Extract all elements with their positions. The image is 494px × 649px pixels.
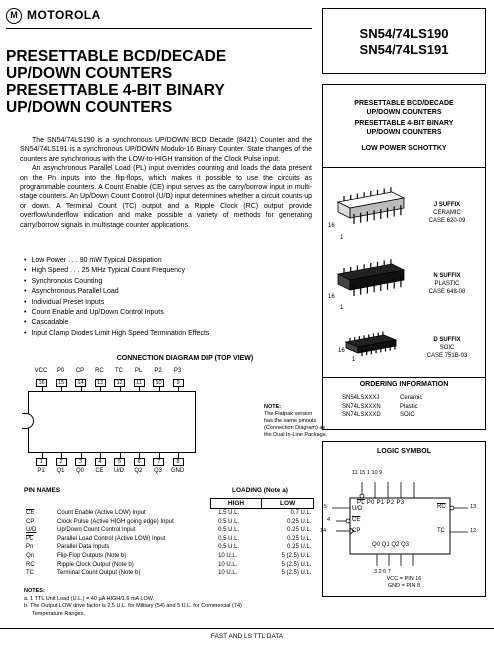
pin-desc-cell: Parallel Data Inputs — [57, 544, 110, 551]
top-pin-number: 11 — [134, 379, 145, 387]
high-load-cell: 0.5 U.L. — [218, 518, 240, 525]
high-load-cell: 0.5 U.L. — [218, 544, 240, 551]
table-row — [24, 561, 314, 570]
pin-name-cell: U/D — [26, 527, 37, 534]
order-part: SN74LSXXXD — [342, 412, 381, 418]
title-line: PRESETTABLE BCD/DECADE — [6, 48, 227, 65]
q-labels: Q0 Q1 Q2 Q3 — [372, 542, 410, 548]
bottom-pin-number: 1 — [36, 458, 47, 466]
logic-family: LOW POWER SCHOTTKY — [361, 145, 447, 152]
pin-name-cell: $\overline{PL}$ — [26, 535, 34, 542]
feature-item: • High Speed . . . 25 MHz Typical Count Frequency — [24, 266, 314, 276]
package-type: CERAMIC — [433, 210, 461, 216]
top-pin-number: 9 — [173, 379, 184, 387]
table-row — [24, 518, 314, 527]
notes-line: NOTES: — [24, 588, 45, 594]
notes-line: b. The Output LOW drive factor is 2.5 U.L. for Military (54) and 5 U.L. for Commercial (74) — [24, 603, 242, 609]
sidebar-desc-line: UP/DOWN COUNTERS — [366, 128, 442, 136]
logic-in-labels — [357, 500, 437, 506]
pin1-label: 1 — [340, 235, 344, 241]
order-package: Plastic — [400, 403, 418, 410]
ordering-list — [342, 394, 462, 420]
sidebar-divider — [322, 167, 486, 168]
inversion-bubble — [346, 519, 350, 523]
pin-table-body — [24, 509, 314, 578]
gnd-note: GND = PIN 8 — [387, 583, 421, 589]
pin14-label: 14 — [320, 528, 327, 534]
pin13-label: 13 — [470, 504, 477, 510]
pin4-label: 4 — [327, 517, 331, 523]
package-suffix: N SUFFIX — [433, 273, 461, 279]
plastic-package-icon — [332, 252, 410, 312]
inversion-bubble — [450, 506, 454, 510]
top-pin-label: RC — [95, 368, 104, 374]
package-case: CASE 620-09 — [428, 218, 466, 224]
feature-item: • Low Power . . . 90 mW Typical Dissipation — [24, 256, 314, 266]
pin-notes — [24, 588, 314, 618]
bottom-pin-number: 3 — [75, 458, 86, 466]
high-load-cell: 10 U.L. — [218, 561, 238, 568]
package-n-label — [412, 272, 482, 296]
feature-item: • Asynchronous Parallel Load — [24, 287, 314, 297]
order-part: SN54LSXXXJ — [342, 395, 380, 401]
title-line: PRESETTABLE 4-BIT BINARY — [6, 82, 225, 99]
low-load-cell: 5 (2.5) U.L. — [281, 561, 312, 568]
package-suffix: J SUFFIX — [433, 202, 461, 208]
part-numbers — [322, 26, 486, 58]
top-pin-number: 16 — [36, 379, 47, 387]
top-pin-label: P3 — [173, 368, 182, 374]
pin-desc-cell: Terminal Count Output (Note b) — [57, 570, 141, 577]
top-pin-number: 14 — [75, 379, 86, 387]
title-line: UP/DOWN COUNTERS — [6, 65, 173, 82]
top-pin-number: 10 — [153, 379, 164, 387]
notes-line: a. 1 TTL Unit Load (U.L.) = 40 µA HIGH/1.6 mA LOW. — [24, 595, 155, 602]
table-row — [24, 543, 314, 552]
package-type: PLASTIC — [434, 281, 460, 287]
pin-desc-cell: Ripple Clock Output (Note b) — [57, 561, 134, 568]
note-line: (Connection Diagram) as — [264, 425, 326, 431]
pin16-label: 16 — [338, 348, 345, 354]
column-header-low: LOW — [262, 499, 314, 509]
pin-desc-cell: Parallel Load Control (Active LOW) Input — [57, 535, 166, 542]
note-line: the Dual In-Line Package. — [264, 432, 328, 438]
part-number: SN54/74LS191 — [359, 42, 449, 57]
high-load-cell: 10 U.L. — [218, 570, 238, 577]
pin-name-cell: Pn — [26, 544, 34, 551]
p2-label: P2 — [386, 500, 395, 506]
description-paragraph: The SN54/74LS190 is a synchronous UP/DOWN BCD Decade (8421) Counter and the SN54/74LS191 is a synchronous UP/DOWN Modulo-16 Binary Counter. State changes of the counters are synchronous with the LOW-to-HIGH transition of the Clock Pulse input. — [20, 137, 312, 163]
ceramic-package-icon — [332, 180, 410, 240]
bottom-pin-number: 4 — [95, 458, 106, 466]
low-load-cell: 0.25 U.L. — [287, 535, 312, 542]
sidebar-desc-line: UP/DOWN COUNTERS — [366, 108, 442, 116]
package-case: CASE 648-08 — [428, 289, 466, 295]
description-text — [20, 136, 312, 230]
top-pin-number: 12 — [114, 379, 125, 387]
bottom-pin-number: 6 — [134, 458, 145, 466]
pin-names-title: PIN NAMES — [24, 487, 61, 494]
pin16-label: 16 — [328, 294, 335, 300]
part-number: SN54/74LS190 — [359, 26, 449, 41]
rc-label: $\overline{RC}$ — [437, 504, 446, 510]
pin-desc-cell: Clock Pulse (Active HIGH going edge) Input — [57, 518, 174, 525]
low-load-cell: 0.7 U.L. — [290, 510, 312, 516]
feature-item: • Input Clamp Diodes Limit High Speed Termination Effects — [24, 329, 314, 339]
table-row — [24, 509, 314, 518]
bottom-pin-number: 5 — [114, 458, 125, 466]
feature-item: • Individual Preset Inputs — [24, 298, 314, 308]
high-load-cell: 1.5 U.L. — [218, 510, 240, 516]
top-pin-label: PL — [134, 368, 143, 374]
note-line: The Flatpak version — [264, 411, 313, 417]
tc-label: TC — [437, 528, 445, 534]
p1-label: P1 — [376, 500, 385, 506]
pin1-label: 1 — [352, 357, 356, 363]
high-load-cell: 0.5 U.L. — [218, 535, 240, 542]
package-suffix: D SUFFIX — [433, 337, 461, 343]
pin5-label: 5 — [324, 504, 328, 510]
bottom-pin-label: CE — [95, 468, 104, 474]
pin-name-cell: $\overline{CE}$ — [26, 509, 35, 516]
pin-desc-cell: Flip-Flop Outputs (Note b) — [57, 552, 127, 559]
ordering-title: ORDERING INFORMATION — [359, 381, 449, 388]
notes-line: Temperature Ranges. — [32, 610, 85, 617]
note-line: has the same pinouts — [264, 418, 317, 424]
bottom-pin-label: Q2 — [134, 468, 143, 474]
sidebar-desc-line: PRESETTABLE 4-BIT BINARY — [354, 120, 454, 127]
footer-rule — [0, 628, 494, 629]
inversion-bubble — [360, 494, 364, 498]
ordering-row — [342, 411, 462, 420]
package-d-label — [412, 336, 482, 360]
ordering-row — [342, 394, 462, 403]
logic-bottom-pins: 3 2 6 7 — [374, 569, 391, 575]
order-package: SOIC — [400, 412, 415, 418]
high-load-cell: 10 U.L. — [218, 552, 238, 559]
low-load-cell: 0.25 U.L. — [287, 527, 312, 534]
header-rule — [6, 28, 312, 29]
feature-list — [24, 256, 314, 339]
pin-name-cell: RC — [26, 561, 35, 568]
bottom-pin-label: Q0 — [75, 468, 84, 474]
package-case: CASE 751B-03 — [426, 353, 468, 359]
bottom-pin-label: Q3 — [153, 468, 162, 474]
package-j-label — [412, 201, 482, 225]
table-header-row — [24, 499, 314, 509]
top-pin-label: VCC — [34, 368, 48, 374]
sidebar-description — [322, 100, 486, 154]
low-load-cell: 0.25 U.L. — [287, 544, 312, 551]
connection-diagram-title: CONNECTION DIAGRAM DIP (TOP VIEW) — [116, 355, 254, 362]
pin-name-cell: TC — [26, 570, 34, 577]
bottom-pin-label: GND — [170, 468, 185, 474]
page-title — [6, 48, 316, 116]
pin12-label: 12 — [470, 528, 477, 534]
dip-chip-body — [28, 391, 196, 453]
high-load-cell: 0.5 U.L. — [218, 527, 240, 534]
feature-item: • Cascadable — [24, 318, 314, 328]
ce-label: $\overline{CE}$ — [352, 517, 361, 523]
p3-label: P3 — [396, 500, 405, 506]
motorola-logo-icon — [6, 8, 22, 24]
sidebar-desc-line: PRESETTABLE BCD/DECADE — [354, 100, 454, 107]
top-pin-label: TC — [115, 368, 123, 374]
cp-label: CP — [352, 528, 361, 534]
pin16-label: 16 — [328, 223, 335, 229]
logo-glyph: M — [10, 10, 18, 20]
logic-symbol-title: LOGIC SYMBOL — [376, 448, 432, 455]
pin-name-cell: Qn — [26, 552, 35, 559]
description-paragraph: An asynchronous Parallel Load (PL) input overrides counting and loads the data present on the Pn inputs into the flip-flops, which makes it possible to use the circuits as programmable counters. A Count Enable (CE) input serves as the carry/borrow input in multi-stage counters. An Up/Down Count Control (U/D) input determines whether a circuit counts up or down. A Terminal Count (TC) output and a Ripple Clock (RC) output provide overflow/underflow indication and make possible a variety of methods for generating carry/borrow signals in multistage counter applications. — [20, 165, 312, 229]
feature-item: • Count Enable and Up/Down Control Inputs — [24, 308, 314, 318]
table-row — [24, 535, 314, 544]
pl-label: $\overline{PL}$ — [357, 500, 365, 506]
top-pin-label: CP — [75, 368, 85, 374]
top-pin-label: P0 — [56, 368, 65, 374]
low-load-cell: 5 (2.5) U.L. — [281, 552, 312, 559]
note-line: NOTE: — [264, 404, 282, 410]
bottom-pin-number: 8 — [173, 458, 184, 466]
bottom-pin-number: 2 — [56, 458, 67, 466]
logic-top-pins: 11 15 1 10 9 — [352, 470, 383, 476]
footer-text: FAST AND LS TTL DATA — [210, 633, 284, 640]
package-type: SOIC — [439, 345, 455, 351]
pin-desc-cell: Up/Down Count Control Input — [57, 527, 136, 534]
table-row — [24, 569, 314, 578]
pin-desc-cell: Count Enable (Active LOW) Input — [57, 509, 146, 516]
top-pin-number: 13 — [95, 379, 106, 387]
ordering-row — [342, 403, 462, 412]
soic-package-icon — [340, 326, 402, 366]
pin-name-cell: CP — [26, 518, 35, 525]
pin1-label: 1 — [340, 305, 344, 311]
p0-label: P0 — [366, 500, 375, 506]
ud-label: U/D — [352, 506, 363, 512]
feature-item: • Synchronous Counting — [24, 277, 314, 287]
column-header-high: HIGH — [210, 499, 262, 509]
table-row — [24, 552, 314, 561]
top-pin-label: P2 — [154, 368, 162, 374]
bottom-pin-label: U/D — [113, 468, 125, 474]
low-load-cell: 0.25 U.L. — [287, 518, 312, 525]
bottom-pin-number: 7 — [153, 458, 164, 466]
low-load-cell: 5 (2.5) U.L. — [281, 570, 312, 577]
bottom-pin-label: P1 — [37, 468, 45, 474]
title-line: UP/DOWN COUNTERS — [6, 99, 173, 116]
loading-title: LOADING (Note a) — [232, 487, 288, 494]
pin-names-table — [24, 498, 314, 578]
logic-symbol-diagram — [322, 460, 486, 580]
table-row — [24, 526, 314, 535]
order-part: SN74LSXXXN — [342, 403, 381, 410]
sidebar-divider — [322, 377, 486, 378]
brand-name: MOTOROLA — [27, 8, 101, 22]
bottom-pin-label: Q1 — [56, 468, 65, 474]
vcc-note: VCC = PIN 16 — [386, 576, 422, 582]
order-package: Ceramic — [400, 395, 423, 401]
top-pin-number: 15 — [56, 379, 67, 387]
